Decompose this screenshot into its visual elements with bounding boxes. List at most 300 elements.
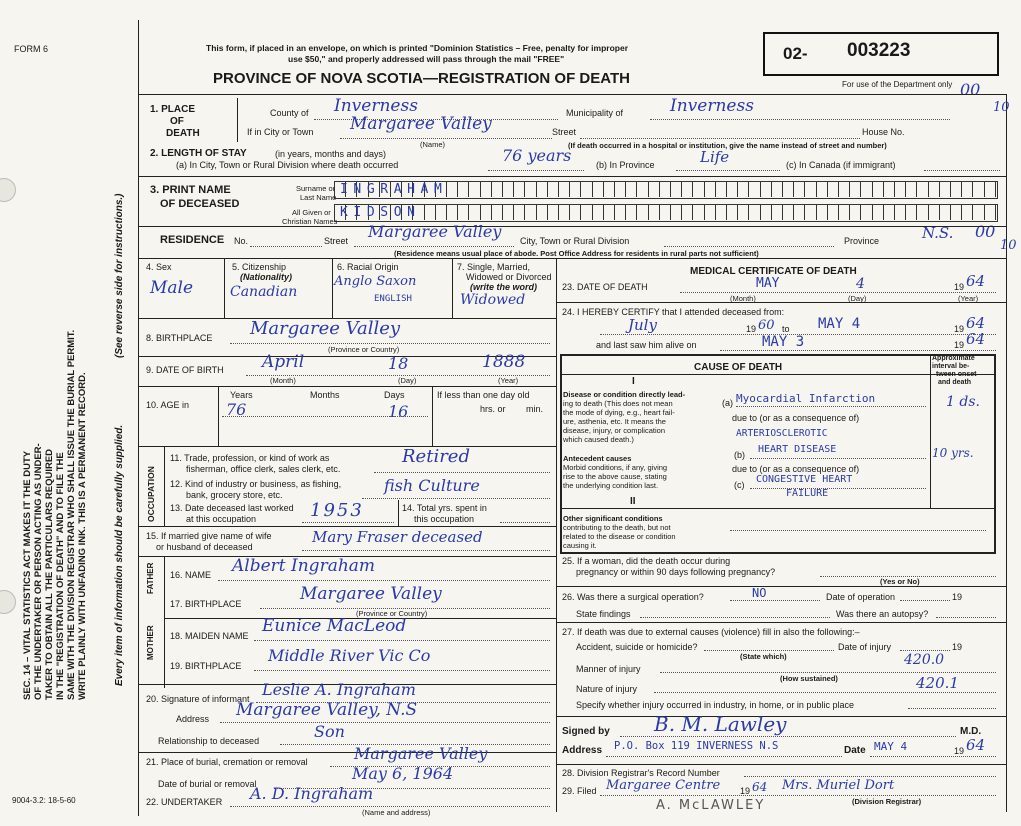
name-grid-cell	[648, 181, 660, 197]
name-grid-cell	[827, 204, 839, 220]
house-label: House No.	[862, 127, 905, 137]
cause-b-interval: 10 yrs.	[932, 446, 974, 460]
rule	[500, 522, 550, 523]
less-day-label: If less than one day old	[437, 390, 530, 400]
state-findings-label: State findings	[576, 609, 631, 619]
rule	[254, 640, 550, 641]
residence-street-label: Street	[324, 236, 349, 246]
name-grid-cell	[525, 204, 537, 220]
spouse-value: Mary Fraser deceased	[312, 528, 483, 546]
year-prefix: 19	[746, 324, 757, 334]
dob-label: 9. DATE OF BIRTH	[146, 365, 224, 375]
md-label: M.D.	[960, 726, 982, 737]
name-grid-cell	[457, 204, 469, 220]
interval-label: interval be-	[932, 363, 970, 370]
name-grid-cell	[614, 181, 626, 197]
stay-a-label: (a) In City, Town or Rural Division where death occurred	[176, 160, 399, 170]
name-grid-cell	[648, 204, 660, 220]
given-label: Christian Names	[282, 217, 338, 226]
name-grid-cell	[424, 204, 436, 220]
racial-value-2: ENGLISH	[374, 294, 412, 304]
statute-line: SEC. 14 – VITAL STATISTICS ACT MAKES IT THE DUTY	[22, 450, 33, 700]
marital-label: Widowed or Divorced	[466, 272, 552, 282]
antecedent-label: Antecedent causes	[563, 454, 632, 463]
registration-number: 003223	[847, 40, 911, 61]
nature-code: 420.1	[916, 674, 959, 692]
rule	[138, 258, 1006, 259]
name-grid-cell	[950, 181, 962, 197]
marital-label: (write the word)	[470, 282, 537, 292]
name-grid-cell	[547, 181, 559, 197]
physician-address-value: P.O. Box 119 INVERNESS N.S	[614, 740, 779, 752]
rule	[676, 170, 780, 171]
name-grid-cell	[872, 204, 884, 220]
citizenship-value: Canadian	[230, 284, 298, 300]
rule	[138, 752, 556, 753]
city-label: If in City or Town	[247, 127, 314, 137]
name-grid-cell	[883, 181, 895, 197]
filed-label: 29. Filed	[562, 786, 597, 796]
surname-value: INGRAHAM	[340, 182, 448, 197]
year-caption: (Year)	[498, 376, 519, 385]
relationship-value: Son	[314, 722, 345, 741]
name-grid-cell	[659, 204, 671, 220]
name-grid-cell	[793, 181, 805, 197]
disease-note: Disease or condition directly lead-	[563, 390, 686, 399]
rule	[230, 343, 550, 344]
informant-sig-value: Leslie A. Ingraham	[262, 680, 416, 699]
due-to-label: due to (or as a consequence of)	[732, 413, 860, 423]
racial-value: Anglo Saxon	[334, 274, 417, 289]
q25-label: 25. If a woman, did the death occur during	[562, 556, 731, 566]
marital-label: 7. Single, Married,	[457, 262, 531, 272]
name-grid-cell	[592, 204, 604, 220]
rule	[750, 458, 926, 459]
every-item-note: Every item of information should be carefully supplied.	[114, 424, 125, 686]
county-value: Inverness	[334, 96, 418, 116]
rule	[560, 374, 994, 375]
racial-label: 6. Racial Origin	[337, 262, 399, 272]
q12-label: 12. Kind of industry or business, as fishing,	[170, 479, 342, 489]
state-which-caption: (State which)	[740, 652, 787, 661]
mother-birthplace-label: 19. BIRTHPLACE	[170, 661, 242, 671]
name-grid-cell	[793, 204, 805, 220]
name-grid-cell	[659, 181, 671, 197]
place-label: OF	[170, 116, 184, 127]
last-saw-year: 64	[966, 330, 986, 348]
name-grid-cell	[637, 181, 649, 197]
name-grid-cell	[581, 181, 593, 197]
interval-label: and death	[938, 379, 972, 386]
name-grid-cell	[894, 181, 906, 197]
occupation-section-label: OCCUPATION	[146, 466, 156, 522]
year-prefix: 19	[952, 642, 963, 652]
father-section-label: FATHER	[146, 562, 155, 594]
age-label: 10. AGE in	[146, 400, 190, 410]
death-month: MAY	[756, 276, 780, 291]
right-border	[1006, 94, 1007, 812]
city-value: Margaree Valley	[350, 114, 492, 134]
q11-label: fisherman, office clerk, sales clerk, etc.	[186, 464, 341, 474]
burial-place-value: Margaree Valley	[354, 744, 488, 763]
filed-value: Margaree Centre	[606, 778, 721, 793]
month-caption: (Month)	[270, 376, 296, 385]
q26-value: NO	[752, 586, 767, 600]
name-grid-cell	[569, 181, 581, 197]
cause-a-value: Myocardial Infarction	[736, 392, 876, 405]
name-grid-cell	[816, 204, 828, 220]
rule	[660, 672, 996, 673]
antecedent-note: Morbid conditions, if any, giving	[563, 463, 668, 472]
name-grid-cell	[480, 181, 492, 197]
rule	[237, 98, 238, 142]
name-grid-cell	[816, 181, 828, 197]
name-grid-cell	[536, 204, 548, 220]
name-grid-cell	[502, 204, 514, 220]
rule	[580, 138, 860, 139]
name-grid-cell	[905, 181, 917, 197]
name-grid-cell	[525, 181, 537, 197]
cause-a-interval: 1 ds.	[946, 394, 980, 410]
rule	[900, 650, 950, 651]
rule	[664, 246, 834, 247]
year-caption: (Year)	[958, 294, 979, 303]
center-divider	[556, 258, 557, 812]
dept-code: 10	[1000, 238, 1017, 253]
name-grid-cell	[883, 204, 895, 220]
name-grid-cell	[749, 204, 761, 220]
name-grid-cell	[502, 181, 514, 197]
rule	[340, 138, 552, 139]
yes-no-caption: (Yes or No)	[880, 577, 920, 586]
rule	[730, 530, 986, 531]
year-prefix: 19	[740, 786, 751, 796]
physician-signature: B. M. Lawley	[654, 712, 787, 736]
birthplace-value: Margaree Valley	[250, 318, 401, 339]
year-prefix: 19	[952, 592, 963, 602]
autopsy-label: Was there an autopsy?	[836, 609, 929, 619]
municipality-value: Inverness	[670, 96, 754, 116]
dob-year: 1888	[482, 352, 526, 372]
residence-no-label: No.	[234, 236, 249, 246]
name-grid-cell	[435, 204, 447, 220]
punch-hole	[0, 590, 16, 614]
rule	[556, 302, 1006, 303]
burial-date-label: Date of burial or removal	[158, 779, 257, 789]
interval-label: Approximate	[932, 355, 975, 362]
punch-hole	[0, 178, 16, 202]
signed-by-label: Signed by	[562, 726, 610, 737]
other-conditions-label: Other significant conditions	[563, 514, 663, 523]
rule	[354, 246, 514, 247]
name-grid-cell	[771, 181, 783, 197]
rule	[254, 670, 550, 671]
antecedent-note: the underlying condition last.	[563, 481, 659, 490]
cause-b-pre: ARTERIOSCLEROTIC	[736, 428, 828, 439]
residence-province-value: N.S.	[922, 224, 954, 242]
residence-province-label: Province	[844, 236, 880, 246]
residence-note: (Residence means usual place of abode. Post Office Address for residents in rural parts not sufficient)	[394, 249, 759, 258]
given-label: All Given or	[292, 208, 331, 217]
county-label: County of	[270, 108, 309, 118]
rule	[362, 498, 550, 499]
name-grid-cell	[984, 204, 996, 220]
name-grid-cell	[726, 204, 738, 220]
cause-b-value: HEART DISEASE	[758, 444, 837, 455]
last-saw-label: and last saw him alive on	[596, 340, 697, 350]
name-grid-cell	[737, 204, 749, 220]
rule	[924, 170, 1000, 171]
disease-note: the mode of dying, e.g., heart fail-	[563, 408, 675, 417]
how-sustained-caption: (How sustained)	[780, 674, 838, 683]
rule	[452, 258, 453, 318]
sign-date-value: MAY 4	[874, 740, 908, 753]
cause-b-label: (b)	[734, 450, 745, 460]
name-grid-cell	[782, 181, 794, 197]
rule	[138, 176, 1006, 177]
rule	[680, 292, 996, 293]
department-use-note: For use of the Department only	[842, 80, 953, 89]
name-grid-cell	[827, 181, 839, 197]
medical-title: MEDICAL CERTIFICATE OF DEATH	[690, 266, 857, 277]
rule	[908, 708, 996, 709]
rule	[138, 94, 1006, 95]
sign-date-label: Date	[844, 745, 866, 756]
burial-date-value: May 6, 1964	[352, 764, 454, 783]
father-name-value: Albert Ingraham	[232, 556, 376, 576]
informant-address-value: Margaree Valley, N.S	[236, 700, 418, 720]
page-title: PROVINCE OF NOVA SCOTIA—REGISTRATION OF DEATH	[213, 70, 630, 87]
name-grid-cell	[491, 181, 503, 197]
name-label: 3. PRINT NAME	[150, 184, 231, 196]
rule	[900, 600, 950, 601]
disease-note: ing to death (This does not mean	[563, 399, 673, 408]
name-grid-cell	[581, 204, 593, 220]
name-grid-cell	[547, 204, 559, 220]
rule	[398, 500, 399, 526]
name-grid-cell	[715, 181, 727, 197]
last-saw-value: MAY 3	[762, 334, 805, 350]
rule	[600, 795, 996, 796]
interval-label: tween onset	[936, 371, 977, 378]
rule	[704, 650, 834, 651]
min-label: min.	[526, 404, 544, 414]
rule	[606, 756, 842, 757]
registrar-caption: (Division Registrar)	[852, 797, 922, 806]
marital-value: Widowed	[460, 292, 526, 308]
year-prefix: 19	[954, 746, 965, 756]
statute-line: SAME WITH THE DIVISION REGISTRAR WHO SHALL ISSUE THE BURIAL PERMIT.	[66, 329, 77, 700]
years-value: 76	[226, 400, 247, 419]
cause-title: CAUSE OF DEATH	[694, 362, 783, 373]
day-caption: (Day)	[398, 376, 417, 385]
rule	[870, 756, 996, 757]
name-grid-cell	[838, 204, 850, 220]
attended-to: MAY 4	[818, 316, 861, 332]
name-grid-cell	[536, 181, 548, 197]
stay-b-label: (b) In Province	[596, 160, 655, 170]
form-code: 9004-3.2: 18-5-60	[12, 796, 76, 805]
citizenship-label: 5. Citizenship	[232, 262, 287, 272]
rule	[930, 354, 931, 508]
birthplace-label: 8. BIRTHPLACE	[146, 333, 213, 343]
name-grid-cell	[513, 204, 525, 220]
name-caption: (Name)	[420, 140, 446, 149]
due-to-label: due to (or as a consequence of)	[732, 464, 860, 474]
father-bp-caption: (Province or Country)	[356, 609, 428, 618]
mother-birthplace-value: Middle River Vic Co	[268, 646, 431, 665]
name-grid-cell	[861, 204, 873, 220]
residence-label: RESIDENCE	[160, 234, 225, 246]
rule	[218, 580, 550, 581]
stay-b-value: Life	[700, 148, 730, 166]
name-grid-cell	[693, 204, 705, 220]
sign-date-year: 64	[966, 736, 986, 754]
name-grid-cell	[737, 181, 749, 197]
statute-line: OF THE UNDERTAKER OR PERSON ACTING AS UNDER-	[33, 443, 44, 700]
spouse-label: or husband of deceased	[156, 542, 253, 552]
cause-c-value-2: FAILURE	[786, 488, 829, 499]
name-grid-cell	[625, 181, 637, 197]
name-grid-cell	[558, 181, 570, 197]
specify-label: Specify whether injury occurred in industry, in home, or in public place	[576, 700, 854, 710]
rule	[220, 722, 550, 723]
name-grid-cell	[491, 204, 503, 220]
death-year: 64	[966, 272, 986, 290]
name-grid-cell	[838, 181, 850, 197]
dob-day: 18	[388, 354, 409, 373]
sex-value: Male	[150, 278, 194, 298]
name-grid-cell	[805, 204, 817, 220]
father-birthplace-value: Margaree Valley	[300, 584, 442, 604]
burial-place-label: 21. Place of burial, cremation or removal	[146, 757, 308, 767]
rule	[218, 386, 219, 446]
name-grid-cell	[469, 181, 481, 197]
rule	[250, 246, 322, 247]
accident-label: Accident, suicide or homicide?	[576, 642, 698, 652]
father-birthplace-label: 17. BIRTHPLACE	[170, 599, 242, 609]
antecedent-note: rise to the above cause, stating	[563, 472, 667, 481]
rule	[164, 446, 165, 526]
citizenship-sub: (Nationality)	[240, 272, 293, 282]
q26-label: 26. Was there a surgical operation?	[562, 592, 704, 602]
rule	[620, 736, 956, 737]
rule	[222, 416, 428, 417]
undertaker-label: 22. UNDERTAKER	[146, 797, 223, 807]
op-date-label: Date of operation	[826, 592, 896, 602]
relationship-label: Relationship to deceased	[158, 736, 260, 746]
maiden-name-value: Eunice MacLeod	[262, 616, 407, 636]
name-grid-cell	[894, 204, 906, 220]
other-conditions-note: related to the disease or condition	[563, 532, 676, 541]
months-label: Months	[310, 390, 340, 400]
rule	[556, 622, 1006, 623]
rule	[744, 776, 996, 777]
year-prefix: 19	[954, 324, 965, 334]
name-grid-cell	[961, 181, 973, 197]
maiden-name-label: 18. MAIDEN NAME	[170, 631, 249, 641]
name-grid-cell	[939, 181, 951, 197]
rule	[302, 550, 550, 551]
part-two-label: II	[630, 496, 636, 507]
rule	[332, 258, 333, 318]
rule	[640, 617, 830, 618]
name-label: OF DECEASED	[160, 198, 240, 210]
name-grid-cell	[457, 181, 469, 197]
name-grid-cell	[782, 204, 794, 220]
q13-value: 1953	[310, 500, 364, 521]
surname-label: Surname or	[296, 184, 336, 193]
days-label: Days	[384, 390, 405, 400]
given-value: KIDSON	[340, 205, 421, 220]
certify-label: 24. I HEREBY CERTIFY that I attended deceased from:	[562, 307, 785, 317]
rule	[654, 692, 996, 693]
disease-note: ure, asthenia, etc. It means the	[563, 417, 666, 426]
disease-note: which caused death.)	[563, 435, 634, 444]
other-conditions-note: causing it.	[563, 541, 597, 550]
rule	[302, 522, 394, 523]
name-grid-cell	[681, 204, 693, 220]
dept-code: 10	[993, 100, 1010, 115]
name-grid-cell	[592, 181, 604, 197]
name-grid-cell	[704, 181, 716, 197]
name-grid-cell	[446, 181, 458, 197]
notice-line: use $50," and properly addressed will pass through the mail "FREE"	[288, 54, 565, 64]
rule	[164, 556, 165, 688]
name-grid-cell	[939, 204, 951, 220]
name-grid-cell	[704, 204, 716, 220]
undertaker-value: A. D. Ingraham	[250, 784, 374, 803]
stay-a-value: 76 years	[502, 146, 572, 165]
dept-code: 00	[960, 80, 981, 99]
rule	[560, 508, 994, 509]
name-grid-cell	[625, 204, 637, 220]
rule	[720, 350, 996, 351]
physician-address-label: Address	[562, 745, 603, 756]
name-grid-cell	[480, 204, 492, 220]
name-grid-cell	[637, 204, 649, 220]
days-value: 16	[388, 402, 409, 421]
q13-label: at this occupation	[186, 514, 257, 524]
filed-year: 64	[752, 780, 768, 794]
name-grid-cell	[849, 204, 861, 220]
rule	[936, 617, 996, 618]
name-grid-cell	[749, 181, 761, 197]
informant-address-label: Address	[176, 714, 210, 724]
spouse-label: 15. If married give name of wife	[146, 531, 272, 541]
name-grid-cell	[726, 181, 738, 197]
name-grid-cell	[771, 204, 783, 220]
name-grid-cell	[614, 204, 626, 220]
informant-sig-label: 20. Signature of informant	[146, 694, 250, 704]
undertaker-caption: (Name and address)	[362, 808, 431, 817]
statute-line: WRITE PLAINLY WITH UNFADING INK. THIS IS A PERMANENT RECORD.	[77, 372, 88, 700]
name-grid-cell	[760, 181, 772, 197]
surname-label: Last Name	[300, 193, 337, 202]
manner-code: 420.0	[904, 652, 945, 668]
name-grid-cell	[513, 181, 525, 197]
registration-box	[763, 32, 999, 76]
manner-label: Manner of injury	[576, 664, 641, 674]
cause-c-value: CONGESTIVE HEART	[756, 474, 853, 485]
attended-from-year: 60	[758, 318, 775, 333]
q11-label: 11. Trade, profession, or kind of work as	[170, 453, 330, 463]
stay-label: 2. LENGTH OF STAY	[150, 148, 247, 159]
residence-street-value: Margaree Valley	[368, 222, 502, 241]
name-grid-cell	[558, 204, 570, 220]
residence-city-label: City, Town or Rural Division	[520, 236, 630, 246]
rule	[730, 600, 820, 601]
